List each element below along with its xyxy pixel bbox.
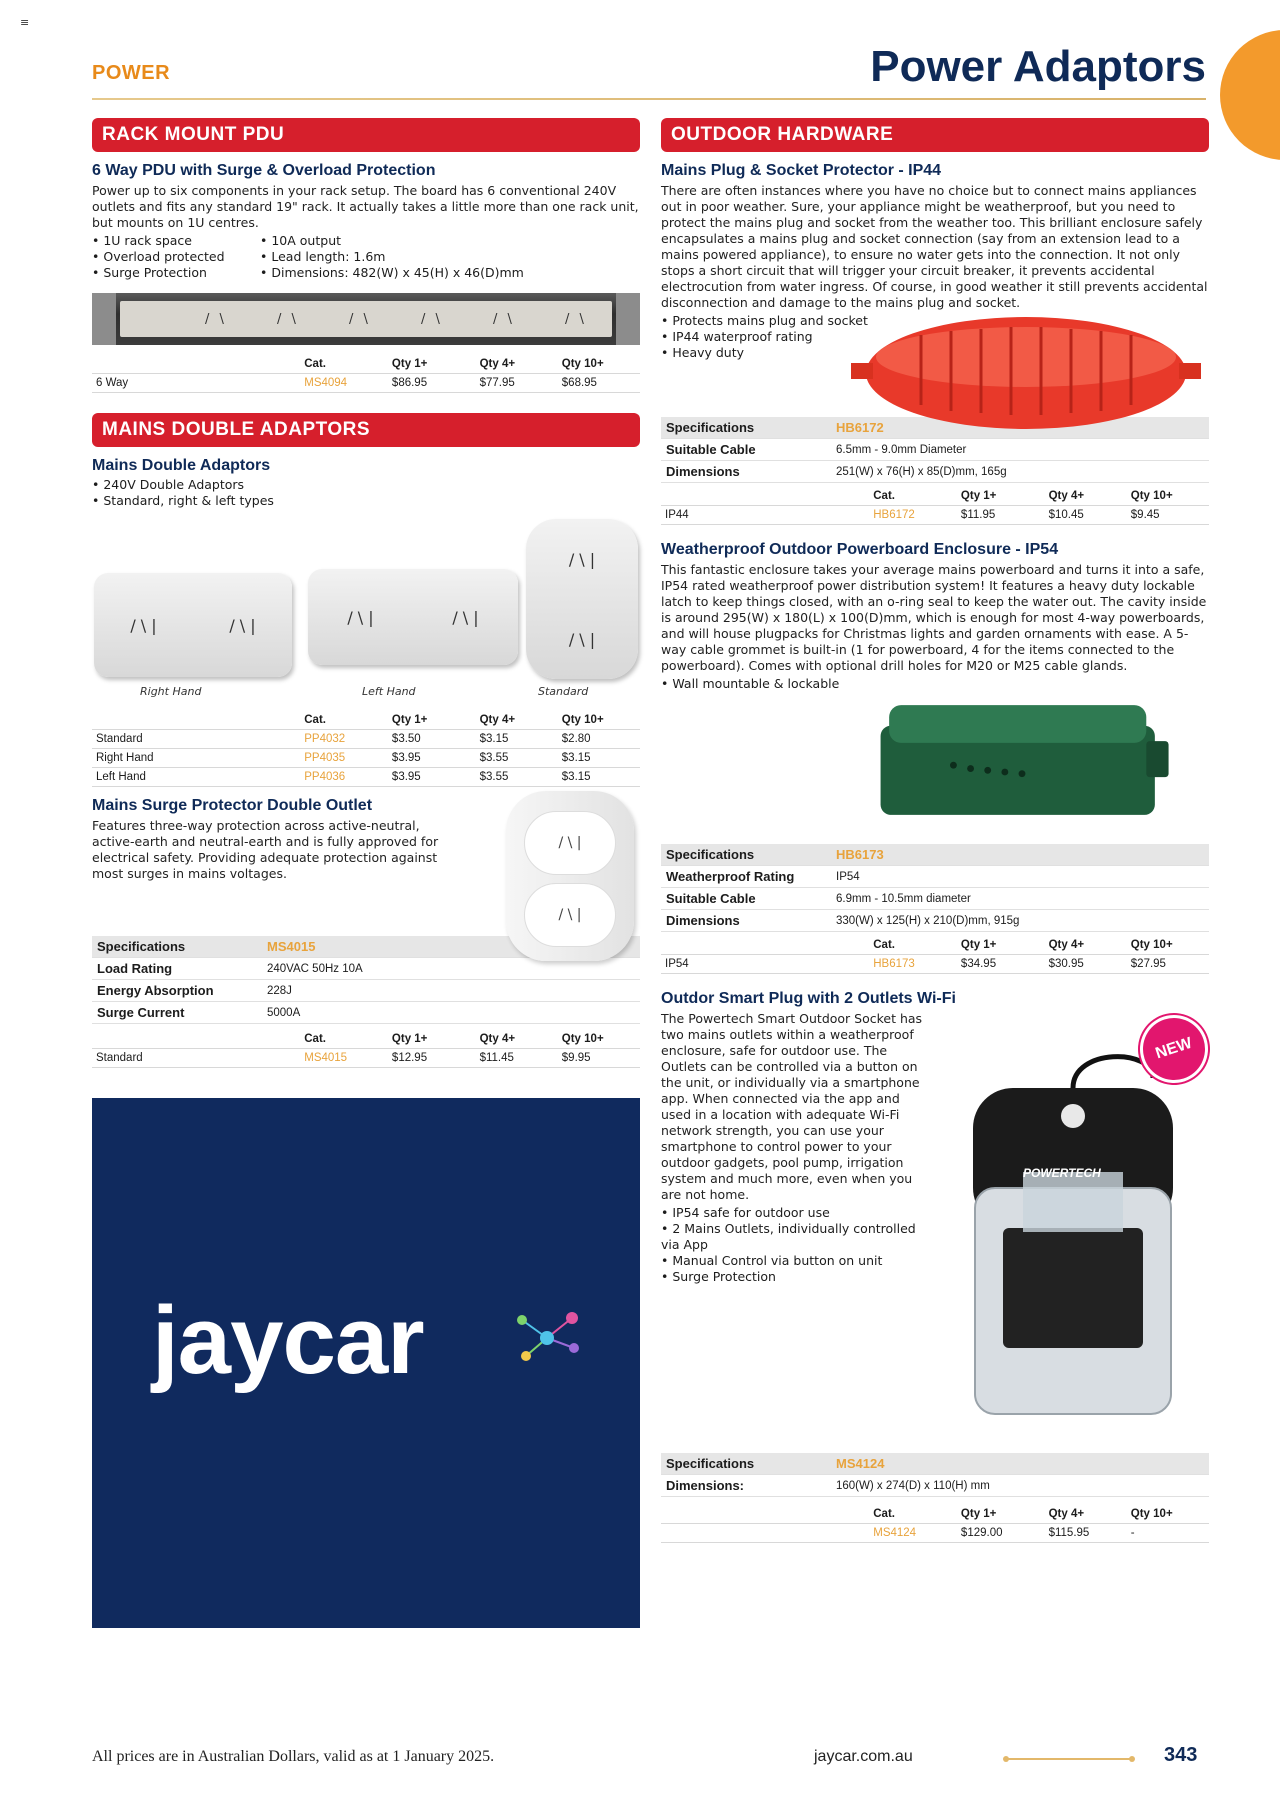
p3-description: The Powertech Smart Outdoor Socket has two mains outlets within a weatherproof enclosure, safe for outdoor use. The Outlets can be controlled via a button on the unit, or individually via a smartphone app. When connected via the app and used in a location with adequate Wi-Fi network strength, you can use your smartphone to control power to your outdoor gadgets, pool pump, irrigation system and much more, even when you are not home. — [661, 1011, 923, 1202]
price-header: Cat. — [873, 1508, 895, 1520]
price: $68.95 — [558, 374, 640, 393]
p2-spec-table — [661, 844, 1209, 932]
powerboard-enclosure-image — [847, 700, 1197, 820]
feature-item: • Wall mountable & lockable — [661, 676, 1209, 692]
spec-heading: Specifications — [661, 417, 831, 439]
price: $30.95 — [1045, 955, 1127, 974]
molecule-icon — [512, 1308, 582, 1368]
right-column — [661, 118, 1209, 1543]
spec-key: Suitable Cable — [661, 888, 831, 910]
price-header: Qty 4+ — [1048, 490, 1085, 502]
spec-key: Dimensions: — [661, 1475, 831, 1497]
image-caption: Left Hand — [362, 685, 416, 698]
price-header: Qty 4+ — [479, 714, 516, 726]
price: $10.45 — [1045, 506, 1127, 525]
rack-product-title: 6 Way PDU with Surge & Overload Protection — [92, 162, 436, 179]
spec-key: Surge Current — [92, 1002, 262, 1024]
p1-description: There are often instances where you have no choice but to connect mains appliances out in poor weather. Sure, your appliance might be weatherproof, but you need to protect the mains plug and socket from the weather too. This brilliant enclosure safely encapsulates a mains plug and socket connection (say from an extension lead to a mains powered appliance), to ensure no water gets into the connection. It not only stops a short circuit that will trigger your circuit breaker, it prevents accidental electrocution from water ingress. Of course, in good weather it still prevents accidental disconnection and damage to the mains plug and socket. — [661, 183, 1208, 310]
table-row — [92, 768, 640, 787]
feature-item: • 10A output — [260, 233, 640, 249]
outlet-icon: / \ — [493, 311, 515, 327]
spec-cat: HB6172 — [831, 417, 1209, 439]
price: $115.95 — [1045, 1524, 1127, 1543]
spec-value: 330(W) x 125(H) x 210(D)mm, 915g — [831, 910, 1209, 932]
menu-icon[interactable]: ≡ — [20, 16, 30, 29]
spec-value: 240VAC 50Hz 10A — [262, 958, 640, 980]
footer-divider — [1006, 1758, 1132, 1760]
price-header: Qty 1+ — [391, 714, 428, 726]
price-header: Qty 1+ — [960, 1508, 997, 1520]
feature-item: • 2 Mains Outlets, individually controlled via App — [661, 1221, 933, 1253]
website-link[interactable]: jaycar.com.au — [814, 1748, 913, 1765]
price-header: Qty 10+ — [1130, 490, 1173, 502]
p1-image-area — [661, 361, 1209, 417]
variant: 6 Way — [92, 374, 300, 393]
price: $11.95 — [957, 506, 1045, 525]
spec-heading: Specifications — [661, 1453, 831, 1475]
spec-value: 251(W) x 76(H) x 85(D)mm, 165g — [831, 461, 1209, 483]
p2-price-table — [661, 936, 1209, 974]
spec-value: 228J — [262, 980, 640, 1002]
price-header: Qty 1+ — [960, 939, 997, 951]
feature-item: • Manual Control via button on unit — [661, 1253, 933, 1269]
spec-value: 5000A — [262, 1002, 640, 1024]
feature-item: • Protects mains plug and socket — [661, 313, 1209, 329]
spec-cat: HB6173 — [831, 844, 1209, 866]
p2-product-title: Weatherproof Outdoor Powerboard Enclosure - IP54 — [661, 541, 1059, 558]
section-label: POWER — [92, 62, 171, 84]
spec-value: 160(W) x 274(D) x 110(H) mm — [831, 1475, 1209, 1497]
plug-protector-image — [851, 305, 1201, 435]
rack-features — [92, 233, 640, 281]
right-hand-adaptor-image: / \ | / \ | — [94, 573, 292, 677]
page-number: 343 — [1164, 1744, 1198, 1766]
variant: IP44 — [661, 506, 869, 525]
spec-heading: Specifications — [661, 844, 831, 866]
price: $2.80 — [558, 730, 640, 749]
title-divider — [92, 98, 1206, 100]
price-header: Qty 10+ — [561, 1033, 604, 1045]
price-header: Qty 1+ — [391, 1033, 428, 1045]
p1-price-table — [661, 487, 1209, 525]
price: $86.95 — [388, 374, 476, 393]
price-header: Qty 10+ — [561, 714, 604, 726]
variant: Right Hand — [92, 749, 300, 768]
image-caption: Right Hand — [140, 685, 202, 698]
spec-value: 6.5mm - 9.0mm Diameter — [831, 439, 1209, 461]
price: $3.50 — [388, 730, 476, 749]
price-header: Qty 1+ — [391, 358, 428, 370]
cat-link[interactable]: PP4035 — [300, 749, 388, 768]
jaycar-logo: jaycar — [152, 1287, 424, 1394]
price: $12.95 — [388, 1049, 476, 1068]
p3-price-table — [661, 1505, 1209, 1543]
feature-item: • Overload protected — [92, 249, 260, 265]
outlet-icon: / \ — [421, 311, 443, 327]
price-header: Cat. — [873, 490, 895, 502]
price-header: Qty 10+ — [1130, 1508, 1173, 1520]
price-header — [661, 1505, 869, 1524]
price-header: Qty 1+ — [960, 490, 997, 502]
surge-protector-image — [506, 791, 634, 961]
price-header — [92, 711, 300, 730]
table-row — [661, 955, 1209, 974]
table-row — [661, 506, 1209, 525]
price-header: Qty 4+ — [479, 1033, 516, 1045]
outdoor-banner: OUTDOOR HARDWARE — [661, 118, 1209, 152]
price: - — [1127, 1524, 1209, 1543]
price-header: Cat. — [304, 1033, 326, 1045]
rack-banner: RACK MOUNT PDU — [92, 118, 640, 152]
variant: Standard — [92, 730, 300, 749]
outlet-icon: / \ — [565, 311, 587, 327]
price: $3.55 — [476, 768, 558, 787]
smart-plug-image — [953, 1038, 1193, 1418]
price-header — [92, 1030, 300, 1049]
table-row — [92, 749, 640, 768]
p3-product-title: Outdor Smart Plug with 2 Outlets Wi-Fi — [661, 990, 956, 1007]
p2-description: This fantastic enclosure takes your average mains powerboard and turns it into a safe, IP54 rated weatherproof power distribution system! It features a heavy duty lockable latch to keep things closed, with an o-ring seal to keep the water out. The cavity inside is around 295(W) x 180(L) x 100(D)mm, which is enough for most 4-way powerboards, and will house plugpacks for Christmas lights and garden ornaments with ease. A 5-way cable grommet is built-in (1 for powerboard, 4 for the items connected to the powerboard). Comes with optional drill holes for M20 or M25 cable glands. — [661, 562, 1207, 673]
p2-image-area — [661, 692, 1209, 844]
spec-key: Energy Absorption — [92, 980, 262, 1002]
socket-icon: / \ | — [524, 883, 616, 947]
surge-price-table — [92, 1030, 640, 1068]
price-header: Cat. — [873, 939, 895, 951]
p1-product-title: Mains Plug & Socket Protector - IP44 — [661, 162, 942, 179]
feature-item: • 1U rack space — [92, 233, 260, 249]
price: $3.95 — [388, 768, 476, 787]
price-header: Qty 4+ — [1048, 1508, 1085, 1520]
spec-cat: MS4124 — [831, 1453, 1209, 1475]
cat-link[interactable]: MS4015 — [300, 1049, 388, 1068]
p3-spec-table — [661, 1453, 1209, 1497]
table-row — [92, 730, 640, 749]
surge-product-title: Mains Surge Protector Double Outlet — [92, 797, 373, 814]
rack-ear — [616, 293, 640, 345]
variant: IP54 — [661, 955, 869, 974]
cat-link[interactable]: MS4094 — [300, 374, 388, 393]
price: $3.55 — [476, 749, 558, 768]
price: $9.95 — [558, 1049, 640, 1068]
cat-link[interactable]: PP4032 — [300, 730, 388, 749]
double-features — [92, 477, 640, 509]
table-row — [661, 1524, 1209, 1543]
spec-value: 6.9mm - 10.5mm diameter — [831, 888, 1209, 910]
spec-key: Suitable Cable — [661, 439, 831, 461]
feature-item: • IP54 safe for outdoor use — [661, 1205, 933, 1221]
rack-price-table — [92, 355, 640, 393]
page-tab-decoration — [1220, 30, 1280, 160]
price-header: Cat. — [304, 358, 326, 370]
price: $3.15 — [476, 730, 558, 749]
spec-key: Weatherproof Rating — [661, 866, 831, 888]
feature-item: • Lead length: 1.6m — [260, 249, 640, 265]
double-adaptor-images — [92, 519, 640, 703]
price: $9.45 — [1127, 506, 1209, 525]
outlet-icon: / \ — [349, 311, 371, 327]
new-badge: NEW — [1135, 1010, 1213, 1088]
table-row — [92, 1049, 640, 1068]
price-note: All prices are in Australian Dollars, valid as at 1 January 2025. — [92, 1748, 495, 1765]
table-row — [92, 374, 640, 393]
p2-features — [661, 676, 1209, 692]
price: $129.00 — [957, 1524, 1045, 1543]
price-header: Qty 4+ — [1048, 939, 1085, 951]
price: $27.95 — [1127, 955, 1209, 974]
p3-section — [661, 990, 1209, 1543]
rack-ear — [92, 293, 116, 345]
feature-item: • Surge Protection — [661, 1269, 933, 1285]
surge-description: Features three-way protection across active-neutral, active-earth and neutral-earth and is fully approved for electrical safety. Providing adequate protection against most surges in mains voltages. — [92, 818, 439, 881]
p3-features — [661, 1205, 933, 1285]
price-header — [92, 355, 300, 374]
cat-link[interactable]: HB6173 — [869, 955, 957, 974]
powertech-label: POWERTECH — [1023, 1166, 1101, 1180]
spec-key: Load Rating — [92, 958, 262, 980]
left-hand-adaptor-image: / \ | / \ | — [308, 569, 518, 665]
spec-value: IP54 — [831, 866, 1209, 888]
feature-item: • 240V Double Adaptors — [92, 477, 640, 493]
pdu-product-image — [92, 293, 640, 345]
feature-item: • Surge Protection — [92, 265, 260, 281]
feature-item: • Standard, right & left types — [92, 493, 640, 509]
rack-description: Power up to six components in your rack setup. The board has 6 conventional 240V outlets and fits any standard 19" rack. It actually takes a little more than one rack unit, but mounts on 1U centres. — [92, 183, 639, 230]
price-header — [661, 487, 869, 506]
image-caption: Standard — [538, 685, 589, 698]
price: $34.95 — [957, 955, 1045, 974]
price: $77.95 — [476, 374, 558, 393]
surge-section — [92, 797, 640, 1068]
price: $3.95 — [388, 749, 476, 768]
cat-link[interactable]: HB6172 — [869, 506, 957, 525]
variant: Left Hand — [92, 768, 300, 787]
cat-link[interactable]: PP4036 — [300, 768, 388, 787]
double-price-table — [92, 711, 640, 787]
feature-item: • Heavy duty — [661, 345, 1209, 361]
spec-heading: Specifications — [92, 936, 262, 958]
feature-item: • Dimensions: 482(W) x 45(H) x 46(D)mm — [260, 265, 640, 281]
price-header: Qty 4+ — [479, 358, 516, 370]
price-header: Qty 10+ — [561, 358, 604, 370]
spec-key: Dimensions — [661, 461, 831, 483]
variant: Standard — [92, 1049, 300, 1068]
socket-icon: / \ | — [524, 811, 616, 875]
price-header: Qty 10+ — [1130, 939, 1173, 951]
double-product-title: Mains Double Adaptors — [92, 457, 271, 474]
standard-adaptor-image: / \ | / \ | — [526, 519, 638, 679]
page-title: Power Adaptors — [870, 42, 1206, 91]
left-column — [92, 118, 640, 1628]
price: $3.15 — [558, 768, 640, 787]
price-header — [661, 936, 869, 955]
price-header: Cat. — [304, 714, 326, 726]
variant — [661, 1524, 869, 1543]
spec-cat: MS4015 — [262, 936, 640, 958]
price: $3.15 — [558, 749, 640, 768]
cat-link[interactable]: MS4124 — [869, 1524, 957, 1543]
price: $11.45 — [476, 1049, 558, 1068]
outlet-icon: / \ — [277, 311, 299, 327]
smart-plug-illustration — [953, 1038, 1193, 1418]
feature-item: • IP44 waterproof rating — [661, 329, 1209, 345]
double-banner: MAINS DOUBLE ADAPTORS — [92, 413, 640, 447]
pdu-outlets — [120, 301, 612, 337]
jaycar-brand-panel — [92, 1098, 640, 1628]
spec-key: Dimensions — [661, 910, 831, 932]
outlet-icon: / \ — [205, 311, 227, 327]
